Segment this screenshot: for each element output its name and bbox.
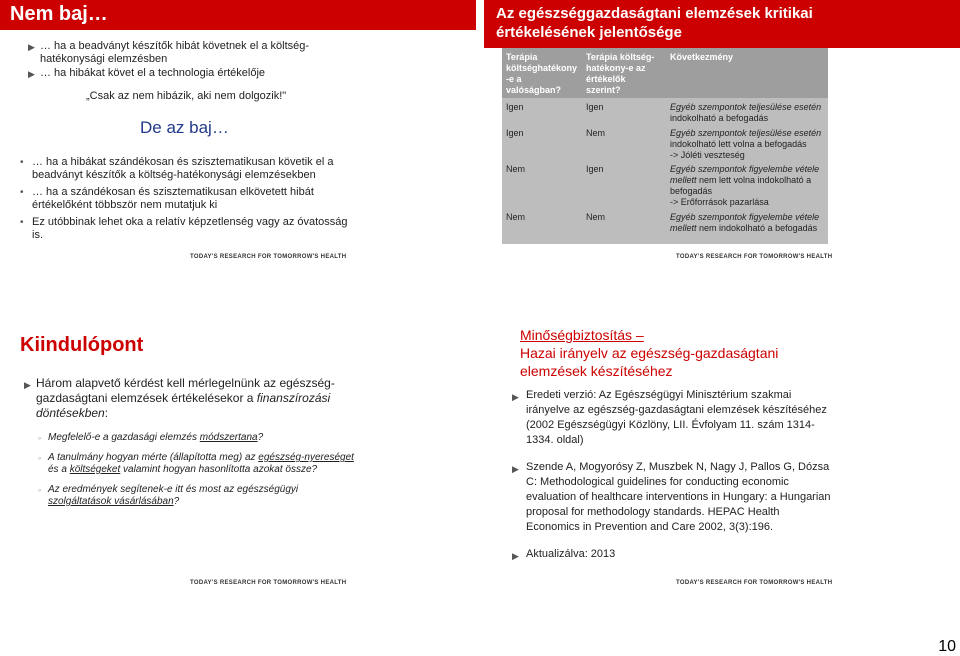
- triangle-bullet-icon: ▶: [24, 380, 31, 390]
- list-item: ▶ … ha hibákat követ el a technologia értékelője: [28, 67, 266, 79]
- slide-footer: TODAY'S RESEARCH FOR TOMORROW'S HEALTH: [190, 254, 347, 260]
- table-header: [502, 48, 828, 98]
- slide-title: Nem baj…: [10, 3, 108, 25]
- slide-footer: TODAY'S RESEARCH FOR TOMORROW'S HEALTH: [676, 580, 833, 586]
- list-item: • … ha a szándékosan és szisztematikusan elkövetett hibát értékelőként többször nem mutatjuk ki: [20, 186, 314, 211]
- ring-bullet-icon: ◦: [38, 453, 42, 463]
- triangle-bullet-icon: ▶: [512, 551, 519, 561]
- intro-paragraph: ▶ Három alapvető kérdést kell mérlegelnünk az egészség-gazdaságtani elemzések értékelésekor a finanszírozási döntésekben:: [24, 376, 335, 420]
- triangle-bullet-icon: ▶: [28, 42, 35, 52]
- ring-bullet-icon: ◦: [38, 485, 42, 495]
- header-cell-consequence: Következmény: [670, 52, 734, 62]
- decision-table: Terápia költséghatékony -e a valóságban? Terápia költség- hatékony-e az értékelők szerint? Következmény Igen Igen Egyéb szempontok teljesülése esetén indokolható a befogadás Igen Nem Egyéb szempontok teljesülése esetén indokolható lett volna a befogadás -> Jóléti veszteség Nem Igen Egyéb szempontok figyelembe vétele mellett nem lett volna indokolható a befogadás -> Erőforrások pazarlása Nem Nem Egyéb szempontok figyelembe vétele mellett nem indokolható a befogadás: [502, 48, 828, 244]
- title-bar: [484, 0, 960, 48]
- ring-bullet-icon: ◦: [38, 433, 42, 443]
- list-item: ▶ … ha a beadványt készítők hibát követnek el a költség-hatékonysági elemzésben: [28, 40, 310, 65]
- quote-text: „Csak az nem hibázik, aki nem dolgozik!": [86, 90, 287, 102]
- bullet-list: [28, 40, 348, 81]
- list-item: ▶ Aktualizálva: 2013: [512, 547, 832, 562]
- list-item: ◦ Az eredmények segítenek-e itt és most az egészségügyi szolgáltatások vásárlásában?: [38, 484, 299, 507]
- question-list: [38, 432, 358, 516]
- slide-kritikai-ertekeles: [484, 0, 960, 262]
- dot-bullet-icon: •: [20, 157, 24, 168]
- triangle-bullet-icon: ▶: [512, 392, 519, 402]
- slide-kiindulopont: [0, 326, 476, 588]
- list-item: ▶ Eredeti verzió: Az Egészségügyi Minisztérium szakmai irányelve az egészség-gazdaságtani elemzések készítéséhez (2002 Egészségügyi Közlöny, LII. Évfolyam 11. szám 1314-1334. oldal): [512, 389, 827, 446]
- list-item: ▶ Szende A, Mogyorósy Z, Muszbek N, Nagy J, Pallos G, Dózsa C: Methodological guidelines for conducting economic evaluation of healthcare interventions in Hungary: a Hungarian proposal for methodology standards. HEPAC Health Economics in Prevention and Care 2002, 3(3):196.: [512, 461, 831, 533]
- header-cell-real: Terápia költséghatékony -e a valóságban?: [506, 52, 578, 95]
- list-item: • Ez utóbbinak lehet oka a relatív képzetlenség vagy az óvatosság is.: [20, 216, 348, 241]
- dot-bullet-icon: •: [20, 187, 24, 198]
- slide-footer: TODAY'S RESEARCH FOR TOMORROW'S HEALTH: [190, 580, 347, 586]
- page-number: 10: [938, 638, 956, 655]
- slide-footer: TODAY'S RESEARCH FOR TOMORROW'S HEALTH: [676, 254, 833, 260]
- slide-title: Az egészséggazdaságtani elemzések kritikai értékelésének jelentősége: [496, 5, 813, 41]
- list-item: ◦ Megfelelő-e a gazdasági elemzés módszertana?: [38, 432, 264, 443]
- triangle-bullet-icon: ▶: [28, 69, 35, 79]
- slide-title: Kiindulópont: [20, 334, 144, 356]
- header-cell-evaluators: Terápia költség- hatékony-e az értékelők szerint?: [586, 52, 655, 95]
- triangle-bullet-icon: ▶: [512, 464, 519, 474]
- slide-title: Minőségbiztosítás – Hazai irányelv az egészség-gazdaságtani elemzések készítéséhez: [520, 327, 779, 379]
- subheading: De az baj…: [140, 118, 229, 137]
- title-bar: [0, 0, 476, 30]
- slide-nem-baj: [0, 0, 476, 262]
- list-item: ◦ A tanulmány hogyan mérte (állapította meg) az egészség-nyereséget és a költségeket valamint hogyan hasonlította azokat össze?: [38, 452, 354, 475]
- bullet-list-bad: [20, 156, 350, 246]
- list-item: • … ha a hibákat szándékosan és szisztematikusan követik el a beadványt készítők a költség-hatékonysági elemzésekben: [20, 156, 334, 181]
- dot-bullet-icon: •: [20, 217, 24, 228]
- reference-list: [512, 388, 832, 562]
- slide-minosegbiztositas: [484, 326, 960, 588]
